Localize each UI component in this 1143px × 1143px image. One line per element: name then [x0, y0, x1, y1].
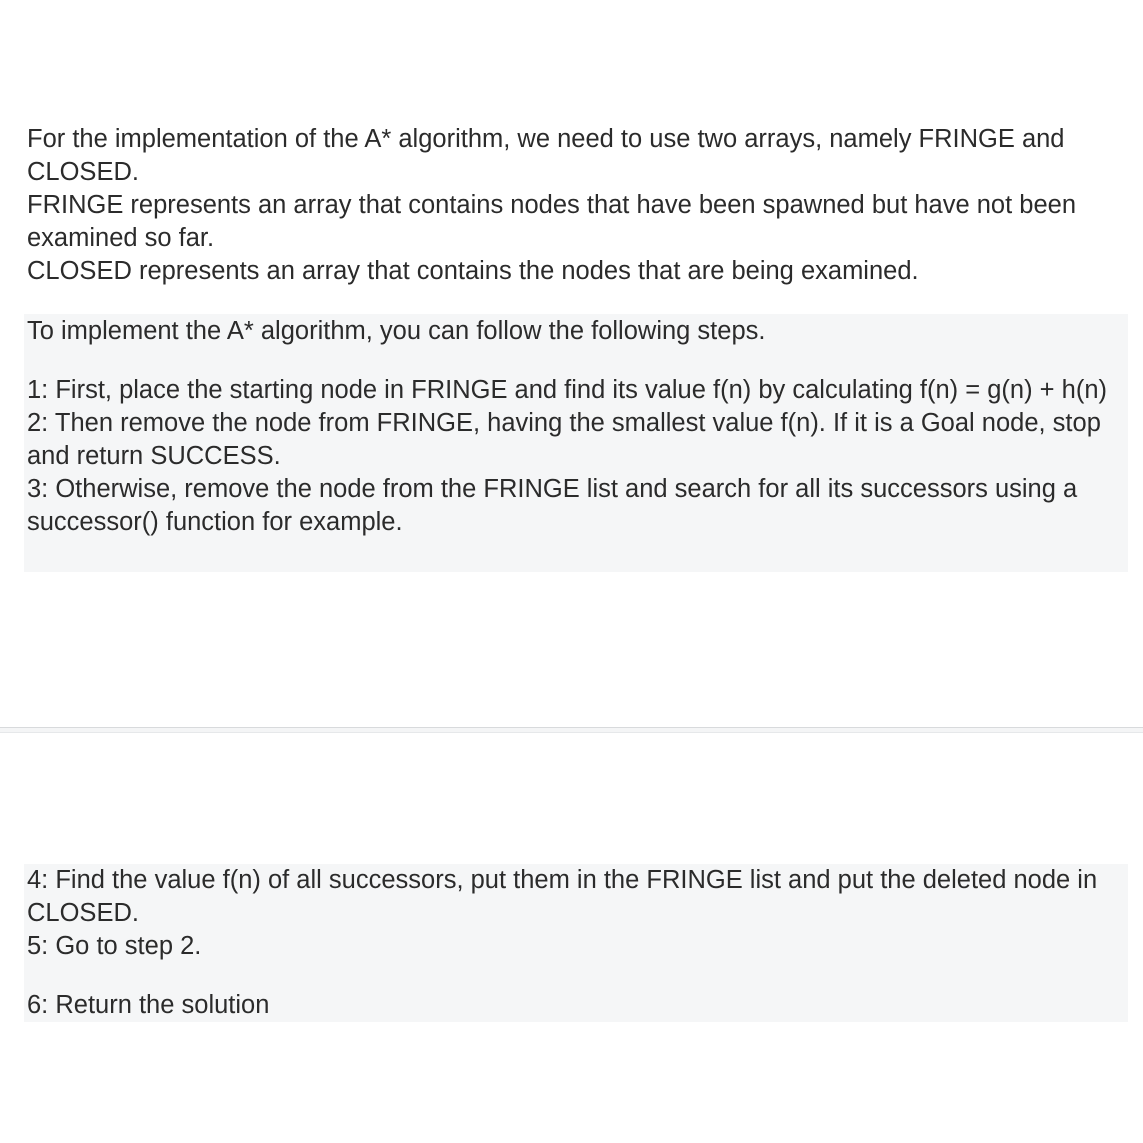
- steps-block-2: [24, 864, 1128, 1022]
- step-6: 6: Return the solution: [27, 991, 270, 1019]
- spacer: [27, 963, 1122, 989]
- step-3: 3: Otherwise, remove the node from the FRINGE list and search for all its successors using a successor() function for example.: [27, 475, 1078, 536]
- step-1: 1: First, place the starting node in FRINGE and find its value f(n) by calculating f(n) = g(n) + h(n): [27, 376, 1107, 404]
- spacer: [27, 348, 1122, 374]
- intro-line-arrays: For the implementation of the A* algorithm, we need to use two arrays, namely FRINGE and CLOSED.: [27, 125, 1065, 186]
- intro-line-fringe: FRINGE represents an array that contains nodes that have been spawned but have not been examined so far.: [27, 191, 1076, 252]
- step-5: 5: Go to step 2.: [27, 932, 202, 960]
- steps-heading: To implement the A* algorithm, you can follow the following steps.: [27, 317, 766, 345]
- step-4: 4: Find the value f(n) of all successors, put them in the FRINGE list and put the deleted node in CLOSED.: [27, 866, 1098, 927]
- step-2: 2: Then remove the node from FRINGE, having the smallest value f(n). If it is a Goal node, stop and return SUCCESS.: [27, 409, 1101, 470]
- intro-line-closed: CLOSED represents an array that contains the nodes that are being examined.: [27, 257, 919, 285]
- steps-block-1: [24, 314, 1128, 572]
- page-divider: [0, 727, 1143, 733]
- intro-paragraph: [27, 123, 1117, 288]
